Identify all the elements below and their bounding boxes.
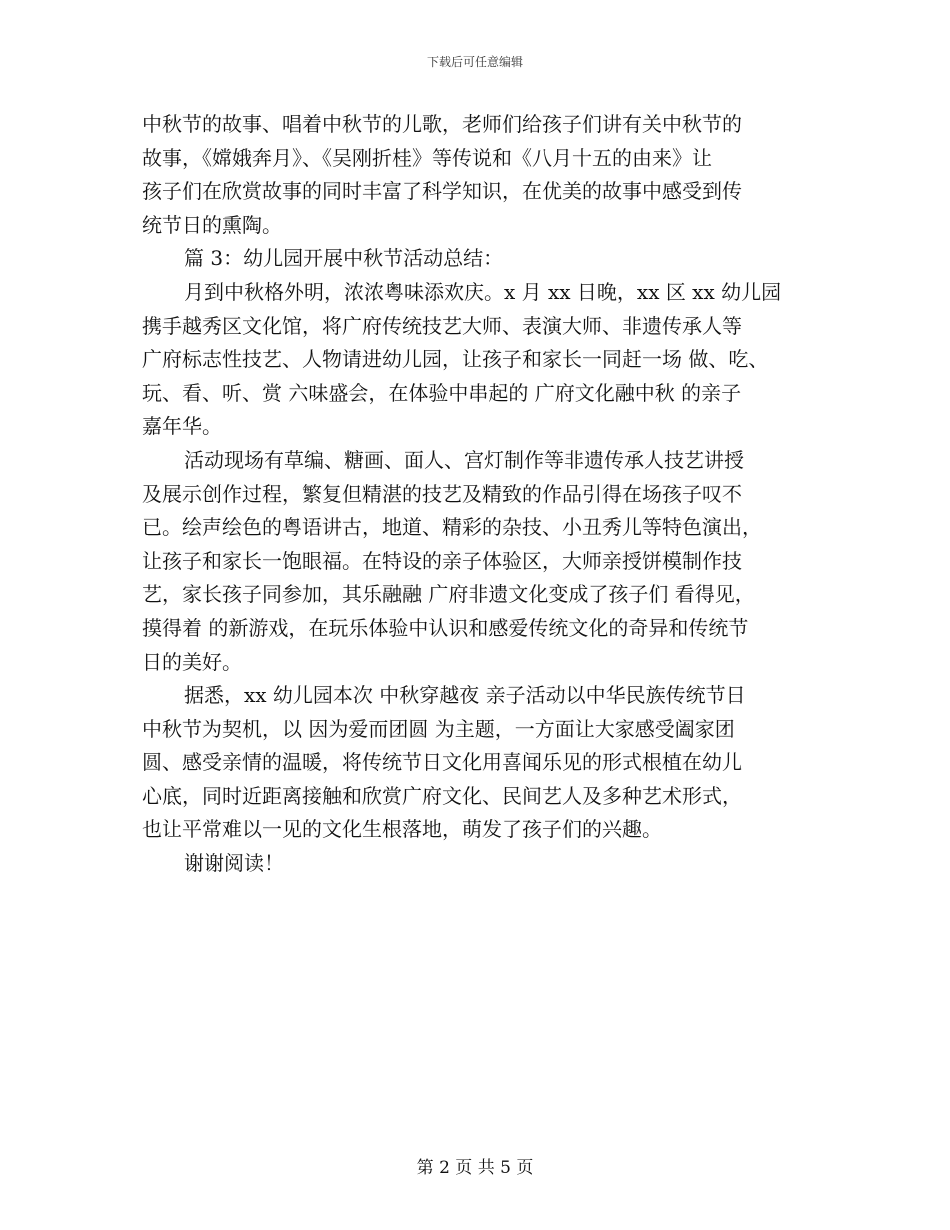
- text-line: 心底，同时近距离接触和欣赏广府文化、民间艺人及多种艺术形式，: [142, 783, 742, 808]
- text-line: 统节日的熏陶。: [142, 212, 282, 237]
- page-header: 下载后可任意编辑: [426, 55, 523, 69]
- text-line: 广府标志性技艺、人物请进幼儿园，让孩子和家长一同赶一场 做、吃、: [142, 347, 769, 372]
- text-line: 已。绘声绘色的粤语讲古，地道、精彩的杂技、小丑秀儿等特色演出，: [142, 515, 762, 540]
- text-line: 据悉，xx 幼儿园本次 中秋穿越夜 亲子活动以中华民族传统节日: [184, 683, 746, 708]
- text-line: 玩、看、听、赏 六味盛会，在体验中串起的 广府文化融中秋 的亲子: [142, 380, 742, 405]
- text-line: 谢谢阅读！: [184, 851, 284, 876]
- text-line: 中秋节的故事、唱着中秋节的儿歌，老师们给孩子们讲有关中秋节的: [142, 112, 742, 136]
- text-line: 故事，《嫦娥奔月》、《吴刚折桂》等传说和《八月十五的由来》让: [142, 145, 712, 170]
- text-line: 圆、感受亲情的温暖，将传统节日文化用喜闻乐见的形式根植在幼儿: [142, 750, 742, 775]
- text-line: 嘉年华。: [142, 414, 222, 439]
- text-line: 篇 3：幼儿园开展中秋节活动总结：: [184, 246, 504, 271]
- text-line: 活动现场有草编、糖画、面人、宫灯制作等非遗传承人技艺讲授: [184, 447, 744, 472]
- document-body: [142, 108, 822, 881]
- text-line: 孩子们在欣赏故事的同时丰富了科学知识，在优美的故事中感受到传: [142, 179, 742, 204]
- text-line: 及展示创作过程，繁复但精湛的技艺及精致的作品引得在场孩子叹不: [142, 481, 742, 506]
- text-line: 携手越秀区文化馆，将广府传统技艺大师、表演大师、非遗传承人等: [142, 313, 742, 338]
- text-line: 月到中秋格外明，浓浓粤味添欢庆。x 月 xx 日晚，xx 区 xx 幼儿园: [184, 279, 782, 304]
- text-line: 摸得着 的新游戏，在玩乐体验中认识和感爱传统文化的奇异和传统节: [142, 615, 749, 640]
- page-footer: 第 2 页 共 5 页: [416, 1158, 534, 1178]
- text-line: 中秋节为契机，以 因为爱而团圆 为主题，一方面让大家感受阖家团: [142, 716, 735, 741]
- text-line: 日的美好。: [142, 649, 242, 674]
- text-line: 艺，家长孩子同参加，其乐融融 广府非遗文化变成了孩子们 看得见，: [142, 582, 755, 607]
- text-line: 让孩子和家长一饱眼福。在特设的亲子体验区，大师亲授饼模制作技: [142, 548, 742, 573]
- text-line: 也让平常难以一见的文化生根落地，萌发了孩子们的兴趣。: [142, 817, 662, 842]
